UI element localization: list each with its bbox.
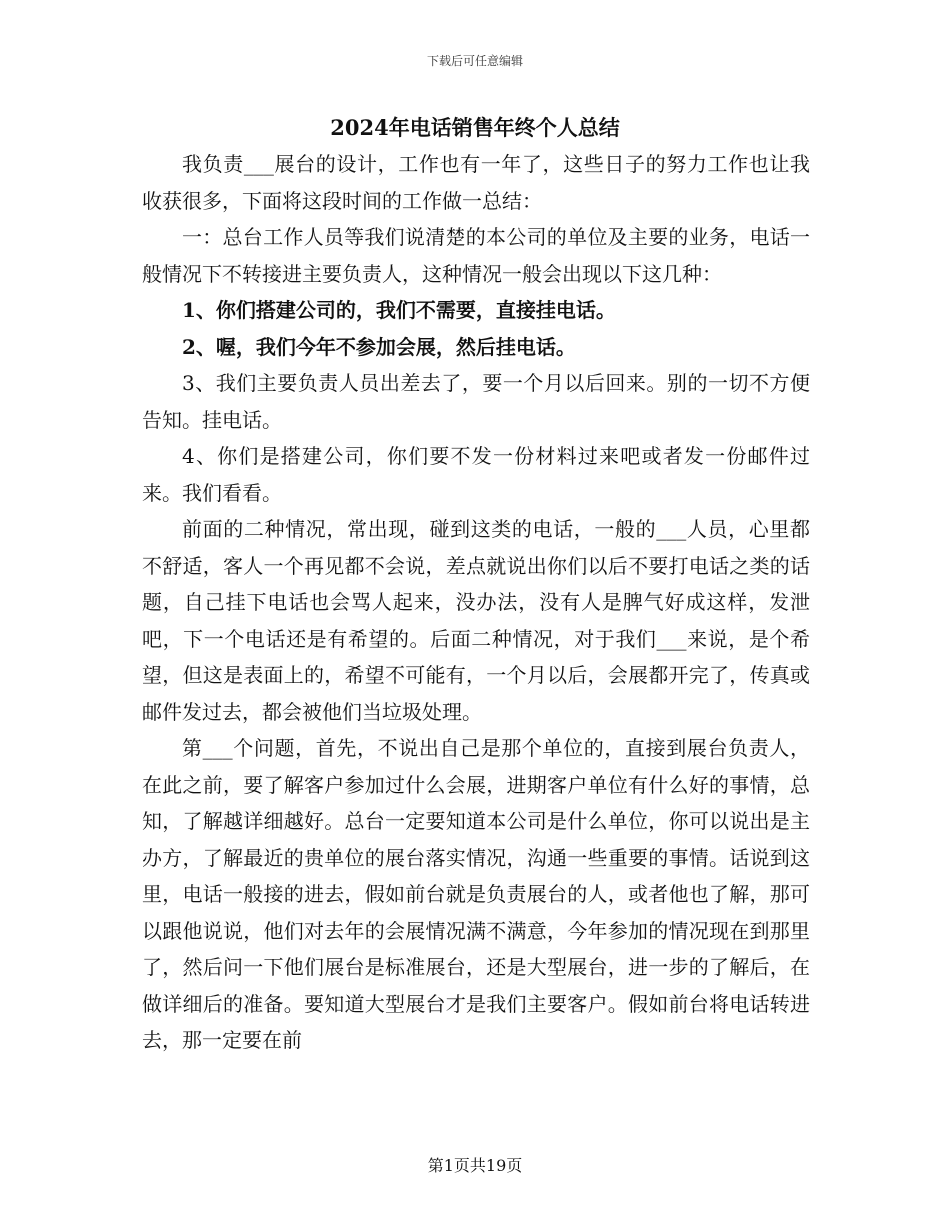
paragraph-case-3: 3、我们主要负责人员出差去了，要一个月以后回来。别的一切不方便告知。挂电话。: [142, 371, 810, 432]
paragraph-analysis: 前面的二种情况，常出现，碰到这类的电话，一般的___人员，心里都不舒适，客人一个再见都不会说，差点就说出你们以后不要打电话之类的话题，自己挂下电话也会骂人起来，没办法，没有人是脾气好成这样，发泄吧，下一个电话还是有希望的。后面二种情况，对于我们___来说，是个希望，但这是表面上的，希望不可能有，一个月以后，会展都开完了，传真或邮件发过去，都会被他们当垃圾处理。: [142, 517, 810, 724]
paragraph-second-issue: 第___个问题，首先，不说出自己是那个单位的，直接到展台负责人，在此之前，要了解客户参加过什么会展，进期客户单位有什么好的事情，总知，了解越详细越好。总台一定要知道本公司是什么单位，你可以说出是主办方，了解最近的贵单位的展台落实情况，沟通一些重要的事情。话说到这里，电话一般接的进去，假如前台就是负责展台的人，或者他也了解，那可以跟他说说，他们对去年的会展情况满不满意，今年参加的情况现在到那里了，然后问一下他们展台是标准展台，还是大型展台，进一步的了解后，在做详细后的准备。要知道大型展台才是我们主要客户。假如前台将电话转进去，那一定要在前: [142, 736, 810, 1052]
paragraph-case-2: 2、喔，我们今年不参加会展，然后挂电话。: [182, 334, 576, 359]
page-footer: 第1页共19页: [427, 1156, 523, 1175]
document-body: [142, 146, 810, 1059]
paragraph-case-4: 4、你们是搭建公司，你们要不发一份材料过来吧或者发一份邮件过来。我们看看。: [142, 444, 810, 505]
paragraph-section-one: 一：总台工作人员等我们说清楚的本公司的单位及主要的业务，电话一般情况下不转接进主要负责人，这种情况一般会出现以下这几种：: [142, 225, 810, 286]
document-title: 2024年电话销售年终个人总结: [330, 115, 620, 140]
paragraph-intro: 我负责___展台的设计，工作也有一年了，这些日子的努力工作也让我收获很多，下面将这段时间的工作做一总结：: [142, 152, 810, 213]
paragraph-case-1: 1、你们搭建公司的，我们不需要，直接挂电话。: [182, 298, 616, 322]
page-header: 下载后可任意编辑: [426, 54, 523, 68]
